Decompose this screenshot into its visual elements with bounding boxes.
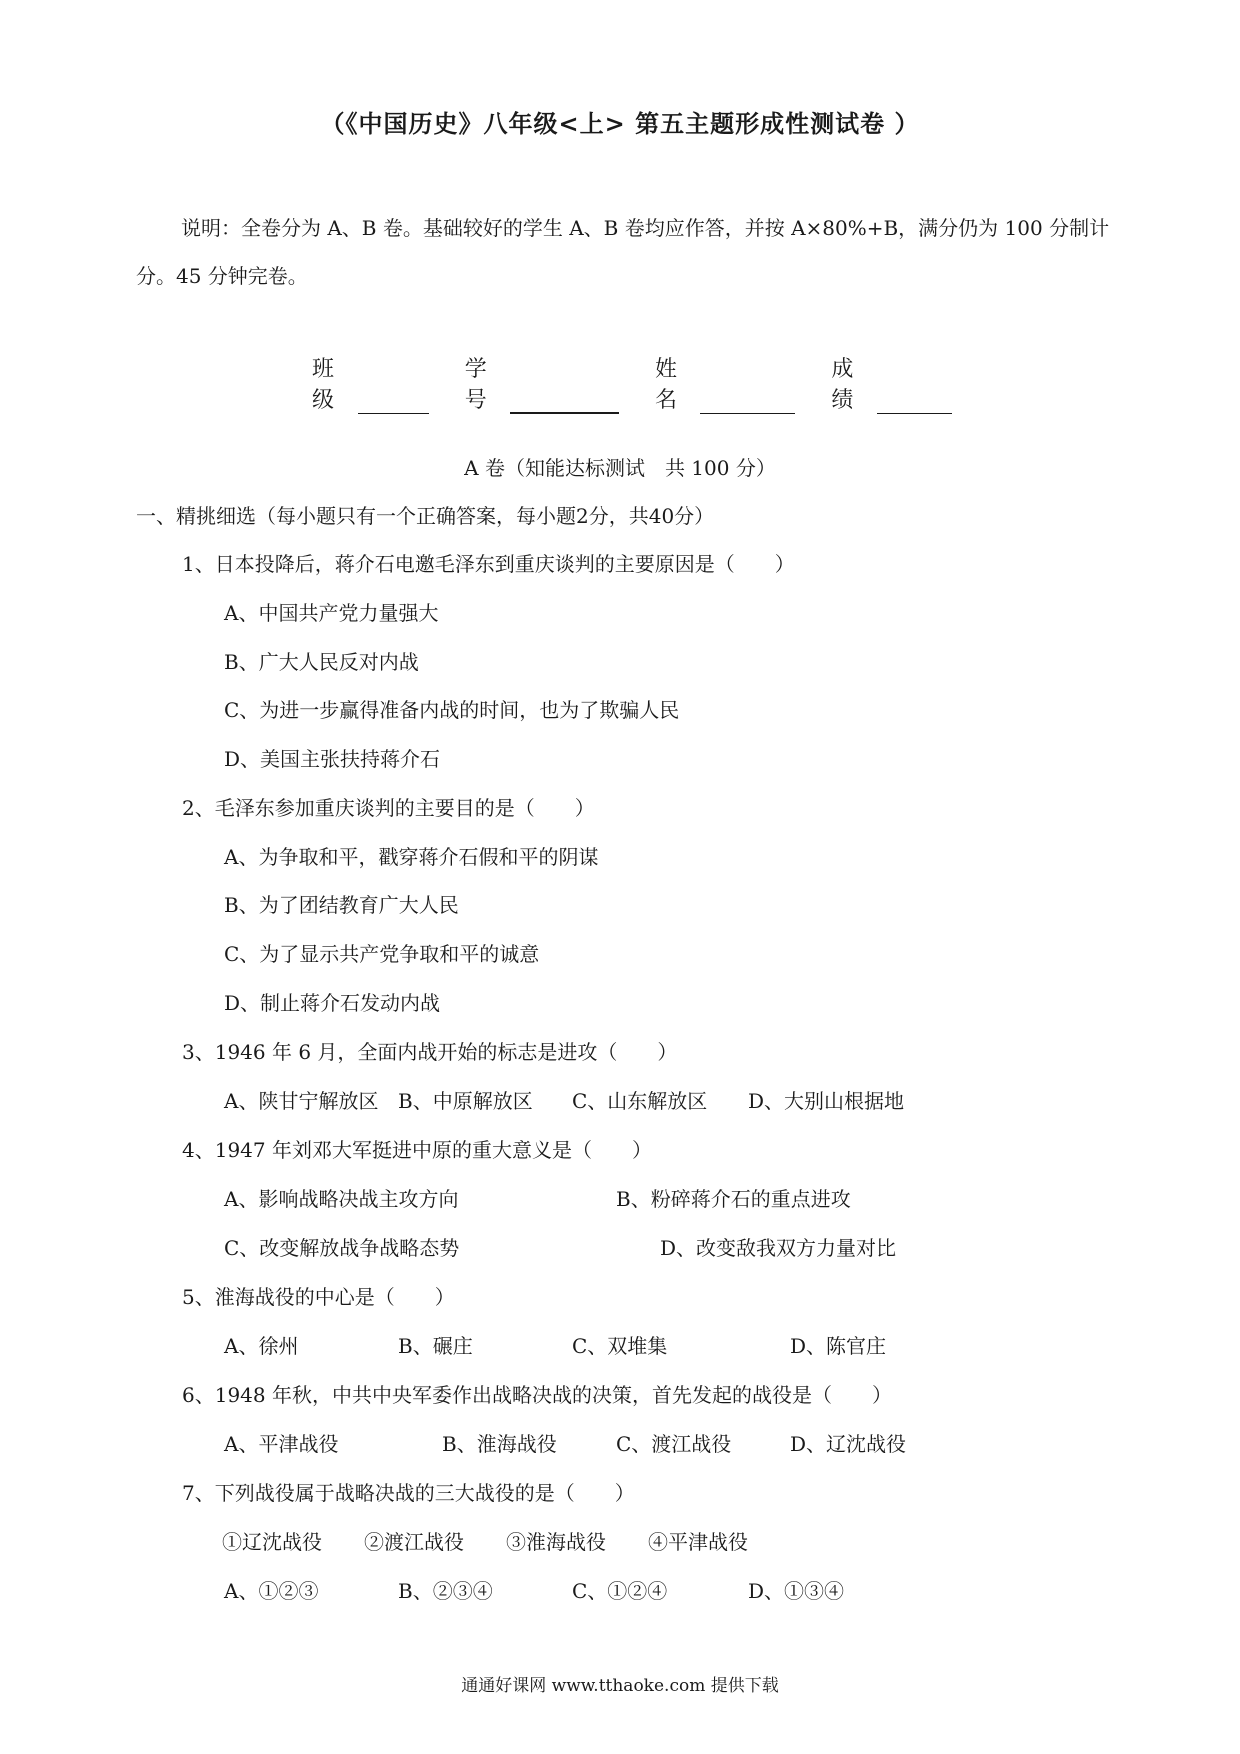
score-label: 成绩 — [831, 357, 854, 413]
question-1-option-d: D、美国主张扶持蒋介石 — [224, 747, 441, 771]
question-7-options-row — [0, 1575, 1240, 1605]
question-4-option-b: B、粉碎蒋介石的重点进攻 — [616, 1187, 851, 1211]
question-7-option-d: D、①③④ — [748, 1579, 845, 1603]
question-7-option-a: A、①②③ — [224, 1579, 319, 1603]
question-3-options-row — [0, 1085, 1240, 1115]
question-5-option-d: D、陈官庄 — [790, 1334, 887, 1358]
question-7-stem: 7、下列战役属于战略决战的三大战役的是（ ） — [182, 1481, 635, 1505]
question-4-option-d: D、改变敌我双方力量对比 — [660, 1236, 897, 1260]
question-1-option-c: C、为进一步赢得准备内战的时间，也为了欺骗人民 — [224, 698, 680, 722]
score-blank — [877, 389, 952, 414]
question-7-item-2: ②渡江战役 — [364, 1530, 464, 1554]
question-6-option-c: C、渡江战役 — [616, 1432, 732, 1456]
question-5-option-c: C、双堆集 — [572, 1334, 668, 1358]
question-2-option-d: D、制止蒋介石发动内战 — [224, 991, 441, 1015]
section-a-heading: A 卷（知能达标测试 共 100 分） — [464, 456, 776, 480]
question-7-option-b: B、②③④ — [398, 1579, 493, 1603]
question-4-option-a: A、影响战略决战主攻方向 — [224, 1187, 459, 1211]
question-3-option-c: C、山东解放区 — [572, 1089, 708, 1113]
question-2-option-c: C、为了显示共产党争取和平的诚意 — [224, 942, 540, 966]
question-3-stem: 3、1946 年 6 月，全面内战开始的标志是进攻（ ） — [182, 1040, 678, 1064]
number-blank — [510, 388, 619, 414]
question-4-options-row-2 — [0, 1232, 1240, 1262]
question-4-option-c: C、改变解放战争战略态势 — [224, 1236, 460, 1260]
class-field — [312, 352, 429, 414]
question-7-item-1: ①辽沈战役 — [222, 1530, 322, 1554]
student-info-row — [312, 352, 952, 414]
question-4-stem: 4、1947 年刘邓大军挺进中原的重大意义是（ ） — [182, 1138, 652, 1162]
question-6-option-d: D、辽沈战役 — [790, 1432, 907, 1456]
question-6-stem: 6、1948 年秋，中共中央军委作出战略决战的决策，首先发起的战役是（ ） — [182, 1383, 892, 1407]
question-3-option-a: A、陕甘宁解放区 — [224, 1089, 379, 1113]
number-field — [465, 352, 619, 414]
question-7-item-4: ④平津战役 — [648, 1530, 748, 1554]
part1-heading: 一、精挑细选（每小题只有一个正确答案，每小题2分，共40分） — [136, 504, 715, 528]
question-7-item-3: ③淮海战役 — [506, 1530, 606, 1554]
question-5-option-a: A、徐州 — [224, 1334, 299, 1358]
name-field — [655, 352, 795, 414]
question-2-option-a: A、为争取和平，戳穿蒋介石假和平的阴谋 — [224, 845, 599, 869]
score-field — [831, 352, 952, 414]
question-3-option-b: B、中原解放区 — [398, 1089, 533, 1113]
class-label: 班级 — [312, 357, 335, 413]
question-5-options-row — [0, 1330, 1240, 1360]
name-label: 姓名 — [654, 357, 677, 413]
question-2-option-b: B、为了团结教育广大人民 — [224, 893, 459, 917]
question-6-option-b: B、淮海战役 — [442, 1432, 557, 1456]
question-6-options-row — [0, 1428, 1240, 1458]
question-7-option-c: C、①②④ — [572, 1579, 668, 1603]
question-4-options-row-1 — [0, 1183, 1240, 1213]
page-footer: 通通好课网 www.tthaoke.com 提供下载 — [461, 1676, 779, 1696]
class-blank — [358, 389, 429, 414]
question-5-stem: 5、淮海战役的中心是（ ） — [182, 1285, 455, 1309]
exam-title: （《中国历史》八年级<上> 第五主题形成性测试卷 ） — [320, 109, 920, 138]
question-3-option-d: D、大别山根据地 — [748, 1089, 905, 1113]
question-5-option-b: B、碾庄 — [398, 1334, 473, 1358]
question-7-items-row — [0, 1526, 1240, 1556]
question-6-option-a: A、平津战役 — [224, 1432, 339, 1456]
question-1-option-a: A、中国共产党力量强大 — [224, 601, 439, 625]
name-blank — [700, 389, 795, 414]
question-2-stem: 2、毛泽东参加重庆谈判的主要目的是（ ） — [182, 796, 595, 820]
instructions-note: 说明：全卷分为 A、B 卷。基础较好的学生 A、B 卷均应作答，并按 A×80%+B，满分仍为 100 分制计分。45 分钟完卷。 — [136, 216, 1110, 288]
number-label: 学号 — [464, 357, 487, 413]
question-1-option-b: B、广大人民反对内战 — [224, 650, 419, 674]
question-1-stem: 1、日本投降后，蒋介石电邀毛泽东到重庆谈判的主要原因是（ ） — [182, 552, 795, 576]
